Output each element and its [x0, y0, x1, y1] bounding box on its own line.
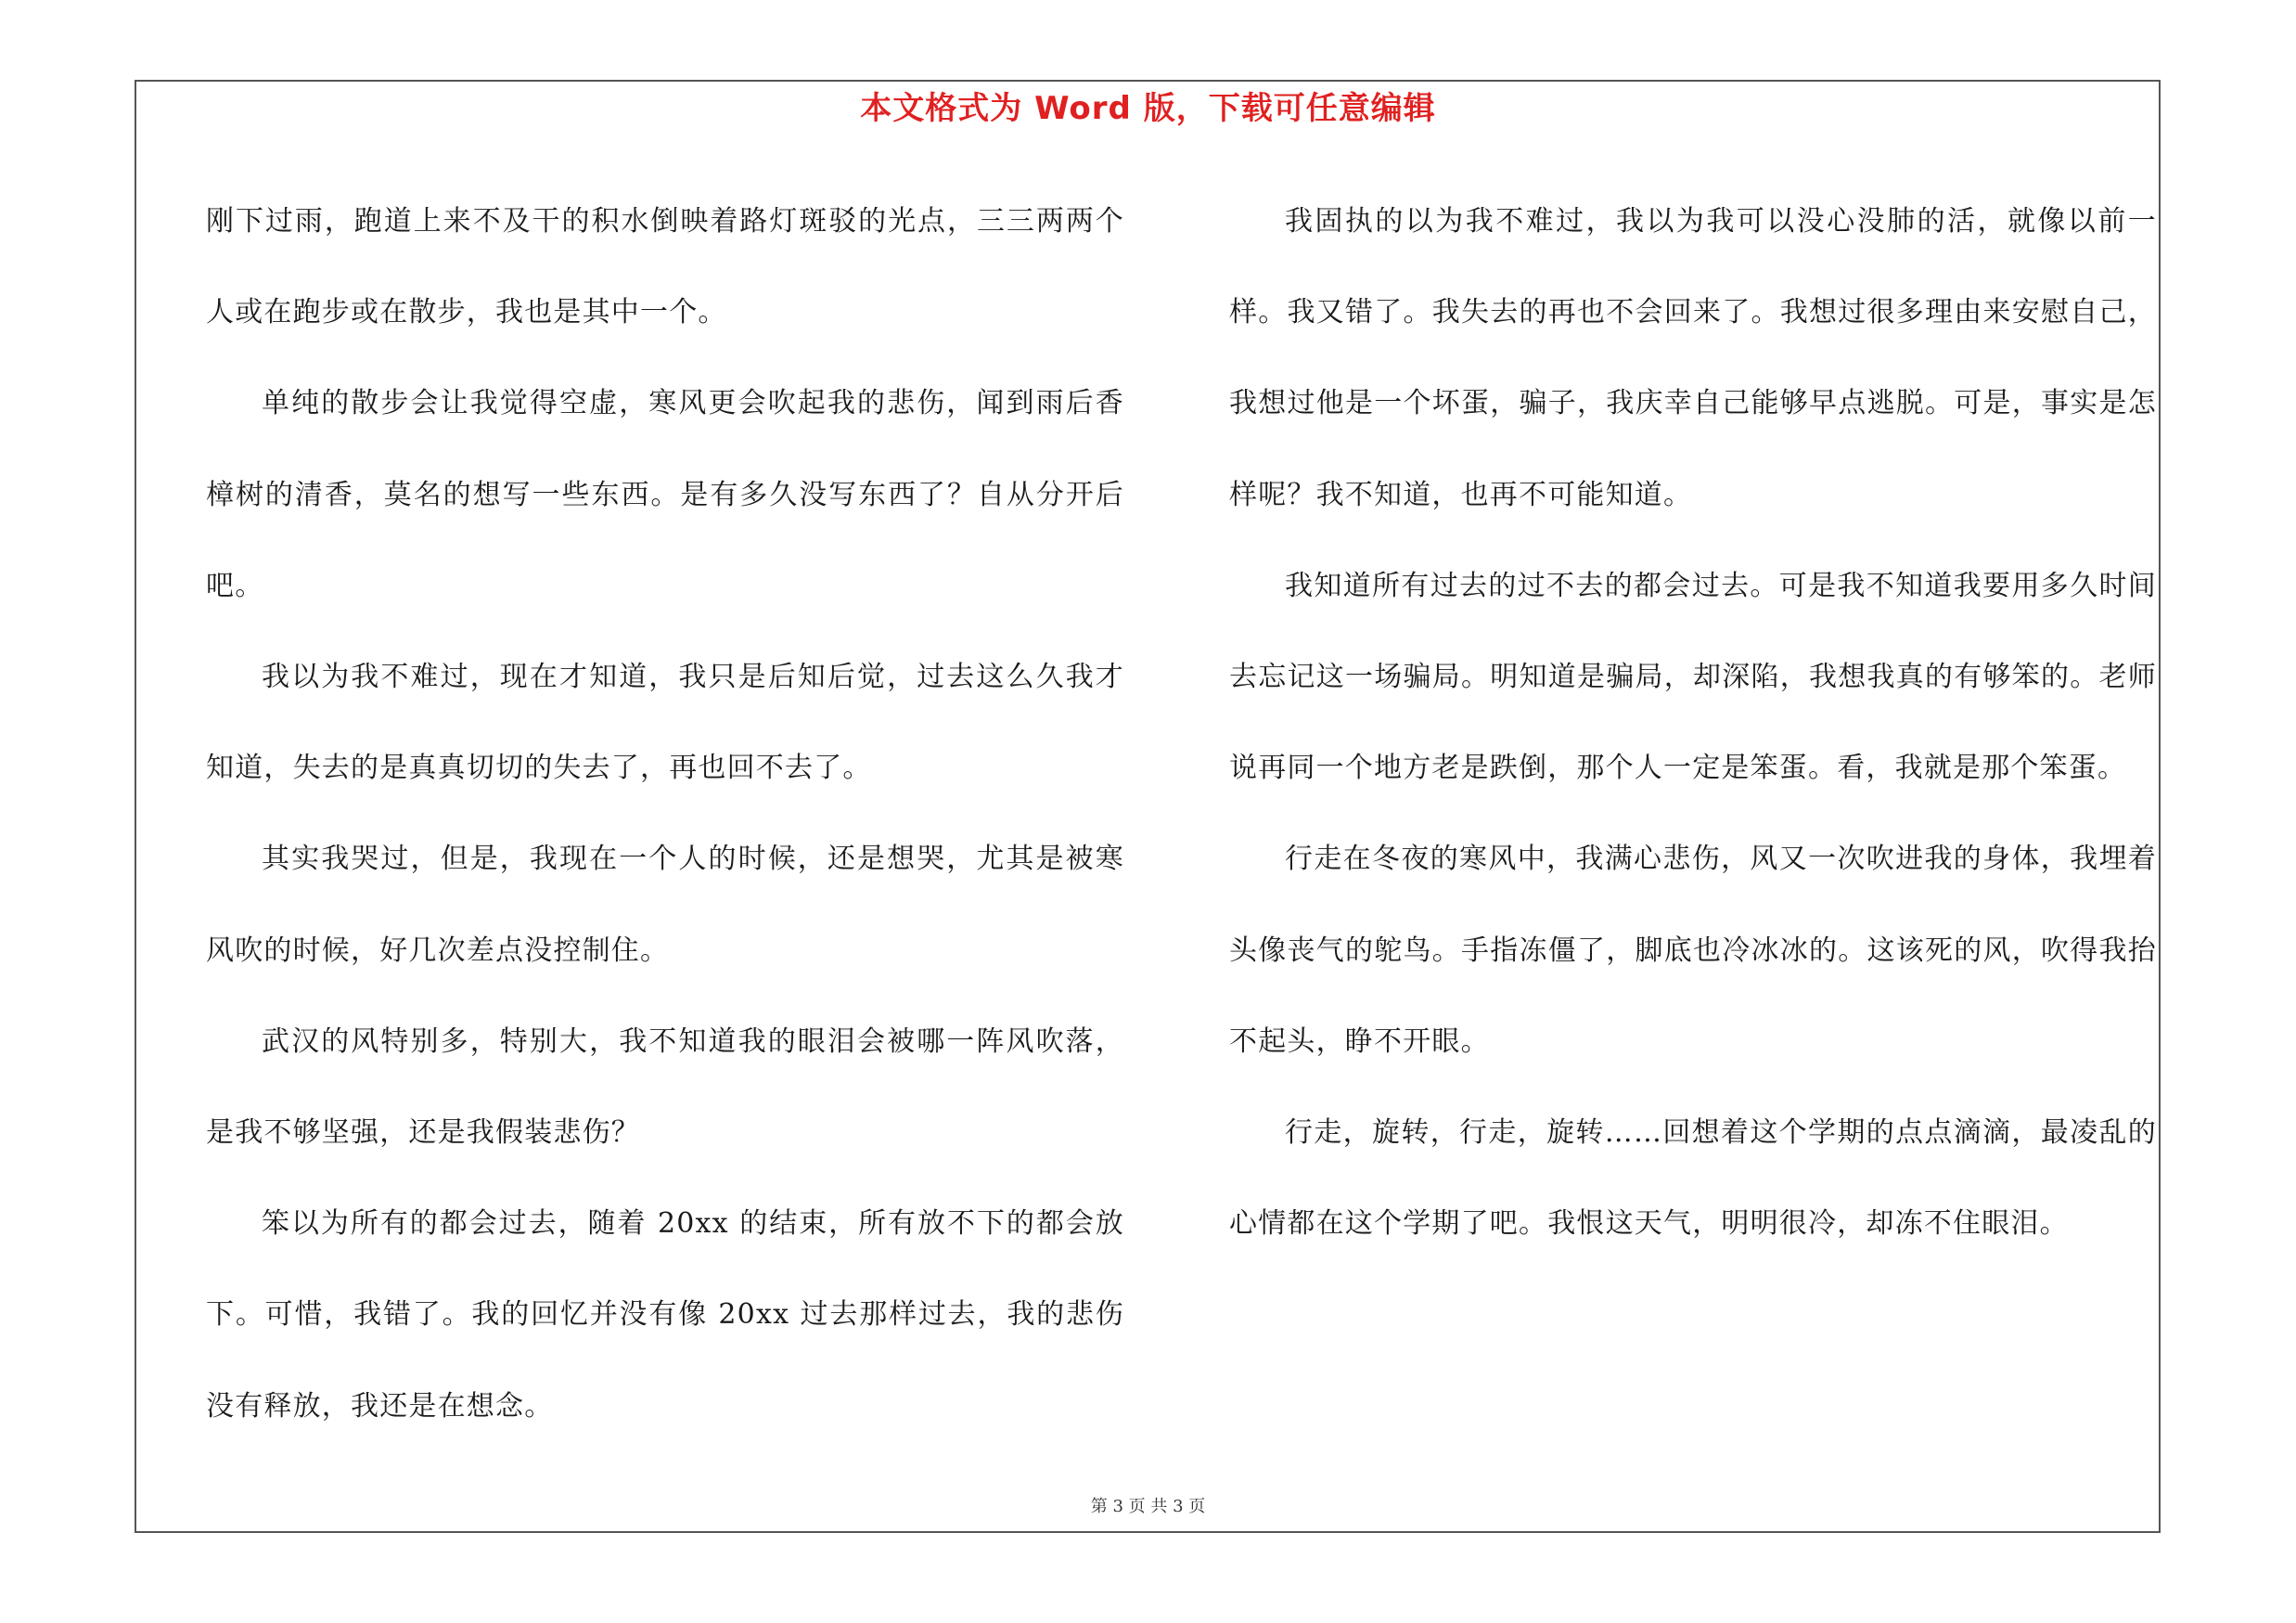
paragraph: 笨以为所有的都会过去，随着 20xx 的结束，所有放不下的都会放下。可惜，我错了。我的回忆并没有像 20xx 过去那样过去，我的悲伤没有释放，我还是在想念。 — [206, 1207, 1124, 1423]
paragraph: 我固执的以为我不难过，我以为我可以没心没肺的活，就像以前一样。我又错了。我失去的再也不会回来了。我想过很多理由来安慰自己，我想过他是一个坏蛋，骗子，我庆幸自己能够早点逃脱。可是，事实是怎样呢？我不知道，也再不可能知道。 — [1229, 205, 2157, 511]
page-number: 第 3 页 共 3 页 — [1090, 1497, 1206, 1516]
paragraph: 单纯的散步会让我觉得空虚，寒风更会吹起我的悲伤，闻到雨后香樟树的清香，莫名的想写一些东西。是有多久没写东西了？自从分开后吧。 — [206, 387, 1124, 602]
paragraph: 行走，旋转，行走，旋转……回想着这个学期的点点滴滴，最凌乱的心情都在这个学期了吧。我恨这天气，明明很冷，却冻不住眼泪。 — [1229, 1116, 2157, 1241]
paragraph: 武汉的风特别多，特别大，我不知道我的眼泪会被哪一阵风吹落，是我不够坚强，还是我假装悲伤？ — [206, 1024, 1124, 1150]
word-format-banner: 本文格式为 Word 版，下载可任意编辑 — [860, 90, 1436, 127]
left-text-column — [206, 176, 1124, 1452]
right-text-column — [1229, 176, 2157, 1269]
paragraph: 其实我哭过，但是，我现在一个人的时候，还是想哭，尤其是被寒风吹的时候，好几次差点没控制住。 — [206, 843, 1124, 967]
paragraph: 我知道所有过去的过不去的都会过去。可是我不知道我要用多久时间去忘记这一场骗局。明知道是骗局，却深陷，我想我真的有够笨的。老师说再同一个地方老是跌倒，那个人一定是笨蛋。看，我就是那个笨蛋。 — [1229, 569, 2157, 785]
paragraph: 行走在冬夜的寒风中，我满心悲伤，风又一次吹进我的身体，我埋着头像丧气的鸵鸟。手指冻僵了，脚底也冷冰冰的。这该死的风，吹得我抬不起头，睁不开眼。 — [1229, 843, 2157, 1058]
paragraph: 刚下过雨，跑道上来不及干的积水倒映着路灯斑驳的光点，三三两两个人或在跑步或在散步，我也是其中一个。 — [206, 205, 1124, 329]
paragraph: 我以为我不难过，现在才知道，我只是后知后觉，过去这么久我才知道，失去的是真真切切的失去了，再也回不去了。 — [206, 661, 1124, 785]
